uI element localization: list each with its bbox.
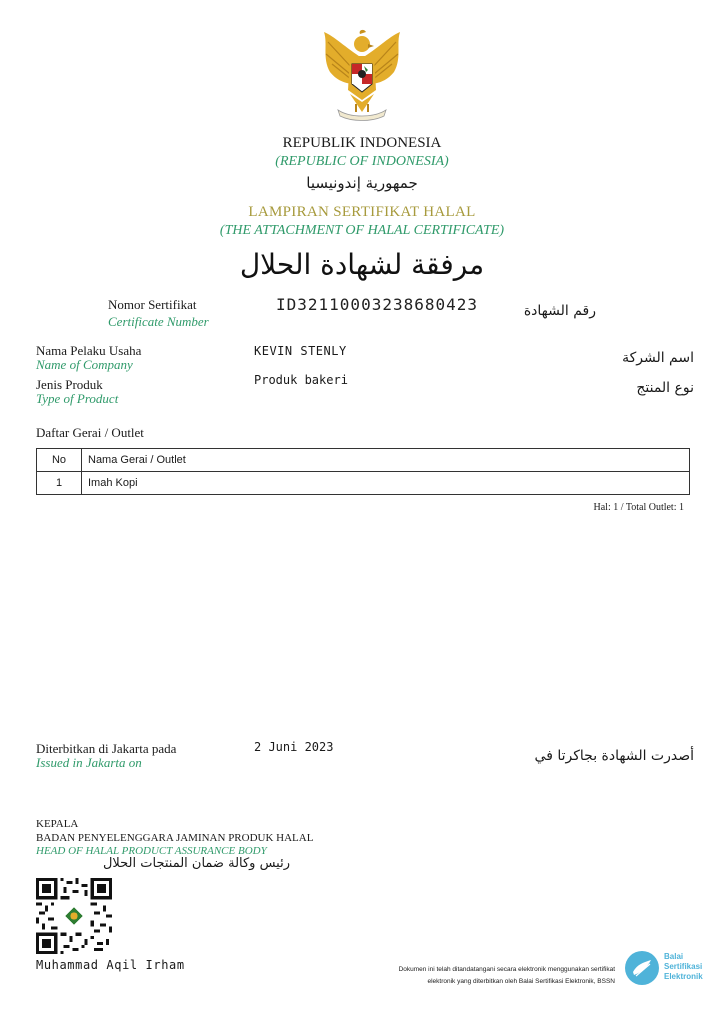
issued-date: 2 Juni 2023: [254, 740, 334, 754]
issued-label-ar: أصدرت الشهادة بجاكرتا في: [534, 748, 694, 764]
signatory-agency-ar: رئيس وكالة ضمان المنتجات الحلال: [102, 856, 290, 871]
product-label: Jenis Produk: [36, 377, 103, 392]
bsre-logo-text-2: Sertifikasi: [664, 962, 703, 971]
table-header-row: [37, 449, 690, 472]
company-label-en: Name of Company: [36, 357, 133, 372]
issued-label: Diterbitkan di Jakarta pada: [36, 741, 177, 756]
e-signature-note-line2: elektronik yang diterbitkan oleh Balai Sertifikasi Elektronik, BSSN: [427, 978, 615, 985]
document-title-ar: مرفقة لشهادة الحلال: [239, 248, 485, 281]
company-value: KEVIN STENLY: [254, 344, 347, 358]
product-label-ar: نوع المنتج: [636, 380, 694, 396]
product-value: Produk bakeri: [254, 373, 348, 387]
qr-code-icon: [36, 878, 112, 954]
outlet-name-cell: Imah Kopi: [82, 472, 690, 495]
signatory-position: KEPALA: [36, 818, 79, 830]
bsre-logo-icon: [624, 950, 660, 986]
garuda-emblem-icon: [316, 28, 408, 122]
outlet-list-title: Daftar Gerai / Outlet: [36, 425, 144, 440]
outlet-table: [36, 448, 690, 495]
company-label-ar: اسم الشركة: [622, 350, 694, 366]
table-row: [37, 472, 690, 495]
outlet-pagination: Hal: 1 / Total Outlet: 1: [593, 502, 684, 513]
country-title-ar: جمهورية إندونيسيا: [306, 174, 418, 192]
product-label-en: Type of Product: [36, 391, 119, 406]
column-header-outlet-name: Nama Gerai / Outlet: [82, 449, 690, 472]
outlet-no-cell: 1: [37, 472, 82, 495]
bsre-logo-text-1: Balai: [664, 952, 684, 961]
certificate-number-label-ar: رقم الشهادة: [523, 303, 596, 319]
signatory-agency: BADAN PENYELENGGARA JAMINAN PRODUK HALAL: [36, 832, 314, 844]
country-title: REPUBLIK INDONESIA: [282, 135, 442, 151]
certificate-number-label-en: Certificate Number: [108, 314, 209, 329]
e-signature-note-line1: Dokumen ini telah ditandatangani secara elektronik menggunakan sertifikat: [398, 966, 615, 973]
certificate-number-value: ID32110003238680423: [276, 295, 479, 314]
document-title-en: (THE ATTACHMENT OF HALAL CERTIFICATE): [219, 223, 505, 238]
signatory-name: Muhammad Aqil Irham: [36, 958, 185, 972]
company-label: Nama Pelaku Usaha: [36, 343, 142, 358]
column-header-no: No: [37, 449, 82, 472]
signatory-agency-en: HEAD OF HALAL PRODUCT ASSURANCE BODY: [36, 845, 267, 857]
bsre-logo-text-3: Elektronik: [664, 972, 703, 981]
country-title-en: (REPUBLIC OF INDONESIA): [275, 154, 449, 169]
issued-label-en: Issued in Jakarta on: [36, 755, 142, 770]
document-title: LAMPIRAN SERTIFIKAT HALAL: [248, 204, 476, 220]
certificate-number-label: Nomor Sertifikat: [108, 297, 197, 312]
